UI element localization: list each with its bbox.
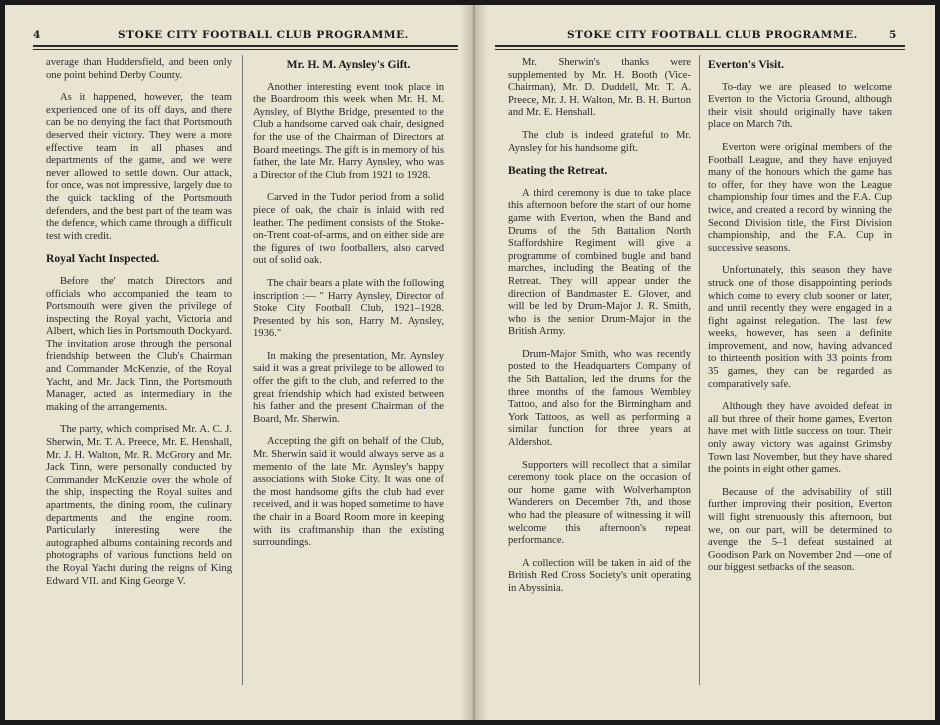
paragraph: A third ceremony is due to take place this afternoon before the start of our home game with Everton, when the Band and Drums of the 5th Battalion North Staffordshire Regiment will give a programme of combined bugle and band marches, including the Beating of the Retreat. They will appear under the direction of Bandmaster E. Glover, and will be led by Drum-Major J. R. Smith, who is the senior Drum-Major in the British Army.	[508, 187, 691, 338]
header-rule	[495, 45, 905, 47]
paragraph: The chair bears a plate with the following inscription :— " Harry Aynsley, Director of Stoke City Football Club, 1921–1928. Presented by his son, Harry M. Aynsley, 1936."	[253, 277, 444, 340]
paragraph: The party, which comprised Mr. A. C. J. Sherwin, Mr. T. A. Preece, Mr. E. Henshall, Mr. J. H. Walton, Mr. R. McGrory and Mr. Jack Tinn, were personally conducted by Commander McKenzie over the whole of the ship, inspecting the Royal suites and apartments, the dining room, the culinary departments and the engine room. Particularly interesting were the autographed albums containing records and photographs of various functions held on the Royal Yacht during the reigns of King Edward VII. and King George V.	[46, 424, 232, 587]
header-rule-thin	[495, 49, 905, 50]
right-column-2	[708, 57, 892, 585]
paragraph: Because of the advisability of still further improving their position, Everton will fight strenuously this afternoon, but we, on our part, will be determined to avenge the 5–1 defeat sustained at Goodison Park on November 2nd —one of our biggest setbacks of the season.	[708, 486, 892, 574]
column-divider	[242, 55, 243, 685]
left-page	[5, 5, 467, 720]
right-column-1	[508, 57, 691, 606]
paragraph: The club is indeed grateful to Mr. Aynsley for his handsome gift.	[508, 129, 691, 154]
left-column-2	[253, 57, 444, 560]
header-rule-thin	[33, 49, 458, 50]
programme-spread	[5, 5, 935, 720]
section-heading: Everton's Visit.	[708, 58, 785, 71]
paragraph: Before the' match Directors and officials who accompanied the team to Portsmouth were given the privilege of inspecting the Royal yacht, Victoria and Albert, which lies in Portsmouth Dockyard. The invitation arose through the personal friendship between the Club's Chairman and Commander McKenzie, of the Royal Yacht, and Mr. Jack Tinn, the Portsmouth Manager, acted as intermediary in the making of the arrangements.	[46, 275, 232, 413]
page-number: 4	[33, 29, 41, 41]
page-header-title: STOKE CITY FOOTBALL CLUB PROGRAMME.	[567, 29, 858, 41]
paragraph: Unfortunately, this season they have struck one of those disappointing periods which come to every club sooner or later, and until recently they were engaged in a fight against relegation. The last few weeks, however, has seen a definite improvement, and now, having advanced to thirteenth position with 33 points from 35 games, they can be regarded as comparatively safe.	[708, 265, 892, 390]
paragraph: average than Huddersfield, and been only one point behind Derby County.	[46, 57, 232, 81]
right-page	[475, 5, 935, 720]
paragraph: As it happened, however, the team experienced one of its off days, and there can be no denying the fact that Portsmouth deserved their victory. They were a more effective team in all phases and departments of the game, and we were never allowed to settle down. Our attack, for once, was not impressive, largely due to the quick tackling of the Portsmouth defenders, and the best part of the team was the defence, which came through a difficult test with credit.	[46, 92, 232, 242]
section-heading: Beating the Retreat.	[508, 164, 608, 178]
page-number: 5	[889, 29, 897, 41]
paragraph: A collection will be taken in aid of the British Red Cross Society's unit operating in Abyssinia.	[508, 557, 691, 594]
column-divider	[699, 55, 700, 685]
paragraph: Accepting the gift on behalf of the Club, Mr. Sherwin said it would always serve as a memento of the late Mr. Aynsley's happy associations with Stoke City. It was one of the most handsome gifts the club had ever received, and it was hoped sometime to have the chair in a Board Room more in keeping with its craftmanship than the existing surroundings.	[253, 436, 444, 549]
header-rule	[33, 45, 458, 47]
paragraph: Supporters will recollect that a similar ceremony took place on the occasion of our home game with Wolverhampton Wanderers on December 7th, and those who had the pleasure of witnessing it will welcome this afternoon's repeat performance.	[508, 459, 691, 547]
section-heading: Royal Yacht Inspected.	[46, 252, 160, 266]
left-column-1	[46, 57, 232, 598]
paragraph: To-day we are pleased to welcome Everton to the Victoria Ground, although their visit should originally have taken place on March 7th.	[708, 81, 892, 131]
paragraph: Although they have avoided defeat in all but three of their home games, Everton have met with little success on tour. Their only away victory was against Grimsby Town last November, but they have shared the points in eight other games.	[708, 401, 892, 476]
paragraph: Mr. Sherwin's thanks were supplemented by Mr. H. Booth (Vice-Chairman), Mr. D. Duddell, Mr. T. A. Preece, Mr. J. H. Walton, Mr. B. H. Burton and Mr. E. Henshall.	[508, 57, 691, 119]
section-heading: Mr. H. M. Aynsley's Gift.	[286, 58, 411, 71]
page-header-title: STOKE CITY FOOTBALL CLUB PROGRAMME.	[118, 29, 409, 41]
paragraph: Another interesting event took place in the Boardroom this week when Mr. H. M. Aynsley, of Blythe Bridge, presented to the Club a handsome carved oak chair, designed for the use of the Chairman of Directors at Board meetings. The gift is in memory of his father, the late Mr. Harry Aynsley, who was a Director of the Club from 1921 to 1928.	[253, 81, 444, 181]
paragraph: Drum-Major Smith, who was recently posted to the Headquarters Company of the 5th Battalion, led the drums for the three months of the famous Wembley Tattoo, and also for the Birmingham and York Tattoos, as well as performing a similar function for three years at Aldershot.	[508, 348, 691, 449]
paragraph: In making the presentation, Mr. Aynsley said it was a great privilege to be allowed to offer the gift to the club, and referred to the great friendship which had existed between his father and the present Chairman of the Board, Mr. Sherwin.	[253, 350, 444, 425]
paragraph: Everton were original members of the Football League, and they have enjoyed many of the honours which the game has to offer, for they have won the League championship four times and the F.A. Cup twice, and created a record by winning the Second Division title, the First Division championship, and the F.A. Cup in successive seasons.	[708, 141, 892, 254]
paragraph: Carved in the Tudor period from a solid piece of oak, the chair is inlaid with red leather. The pediment consists of the Stoke-on-Trent coat-of-arms, and on either side are the figures of two footballers, also carved out of solid oak.	[253, 192, 444, 267]
